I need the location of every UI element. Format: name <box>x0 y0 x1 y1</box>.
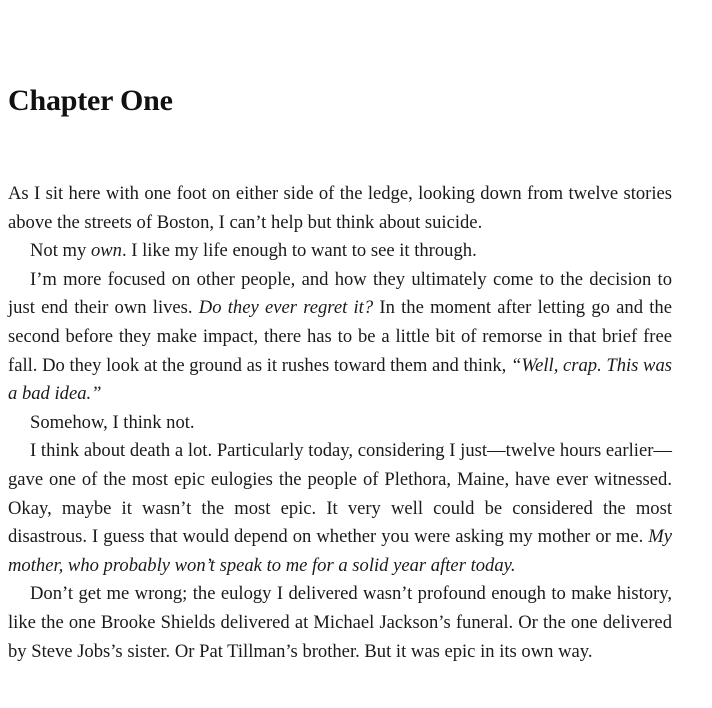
italic-text: My mother, who probably won’t speak to me for a solid year after today. <box>8 526 672 576</box>
book-page <box>8 0 672 708</box>
chapter-body <box>8 180 672 666</box>
paragraph <box>8 409 672 438</box>
text-run: . I like my life enough to want to see it through. <box>121 240 477 262</box>
text-run: I think about death a lot. Particularly today, considering I just—twelve hours earlier—gave one of the most epic eulogies the people of Plethora, Maine, have ever witnessed. Okay, maybe it wasn’t the most epic. It very well could be considered the most disastrous. I guess that would depend on whether you were asking my mother or me. <box>8 440 672 548</box>
text-run: Somehow, I think not. <box>30 411 195 433</box>
italic-text: Do they ever regret it? <box>198 297 374 319</box>
chapter-title: Chapter One <box>8 84 173 117</box>
paragraph <box>8 437 672 580</box>
paragraph <box>8 580 672 666</box>
paragraph <box>8 266 672 409</box>
text-run: Don’t get me wrong; the eulogy I delivered wasn’t profound enough to make history, like the one Brooke Shields delivered at Michael Jackson’s funeral. Or the one delivered by Steve Jobs’s sister. Or Pat Tillman’s brother. But it was epic in its own way. <box>8 583 672 662</box>
text-run: I’m more focused on other people, and how they ultimately come to the decision to just end their own lives. <box>8 268 672 319</box>
italic-text: “Well, crap. This was a bad idea.” <box>8 354 672 405</box>
text-run: In the moment after letting go and the second before they make impact, there has to be a little bit of remorse in that brief free fall. Do they look at the ground as it rushes toward them and think, <box>8 297 672 376</box>
text-run: Not my <box>30 240 91 262</box>
page-bottom-fade <box>0 694 712 708</box>
italic-text: own <box>90 240 122 262</box>
paragraph <box>8 180 672 237</box>
text-run: As I sit here with one foot on either side of the ledge, looking down from twelve stories above the streets of Boston, I can’t help but think about suicide. <box>8 183 672 233</box>
paragraph <box>8 237 672 266</box>
